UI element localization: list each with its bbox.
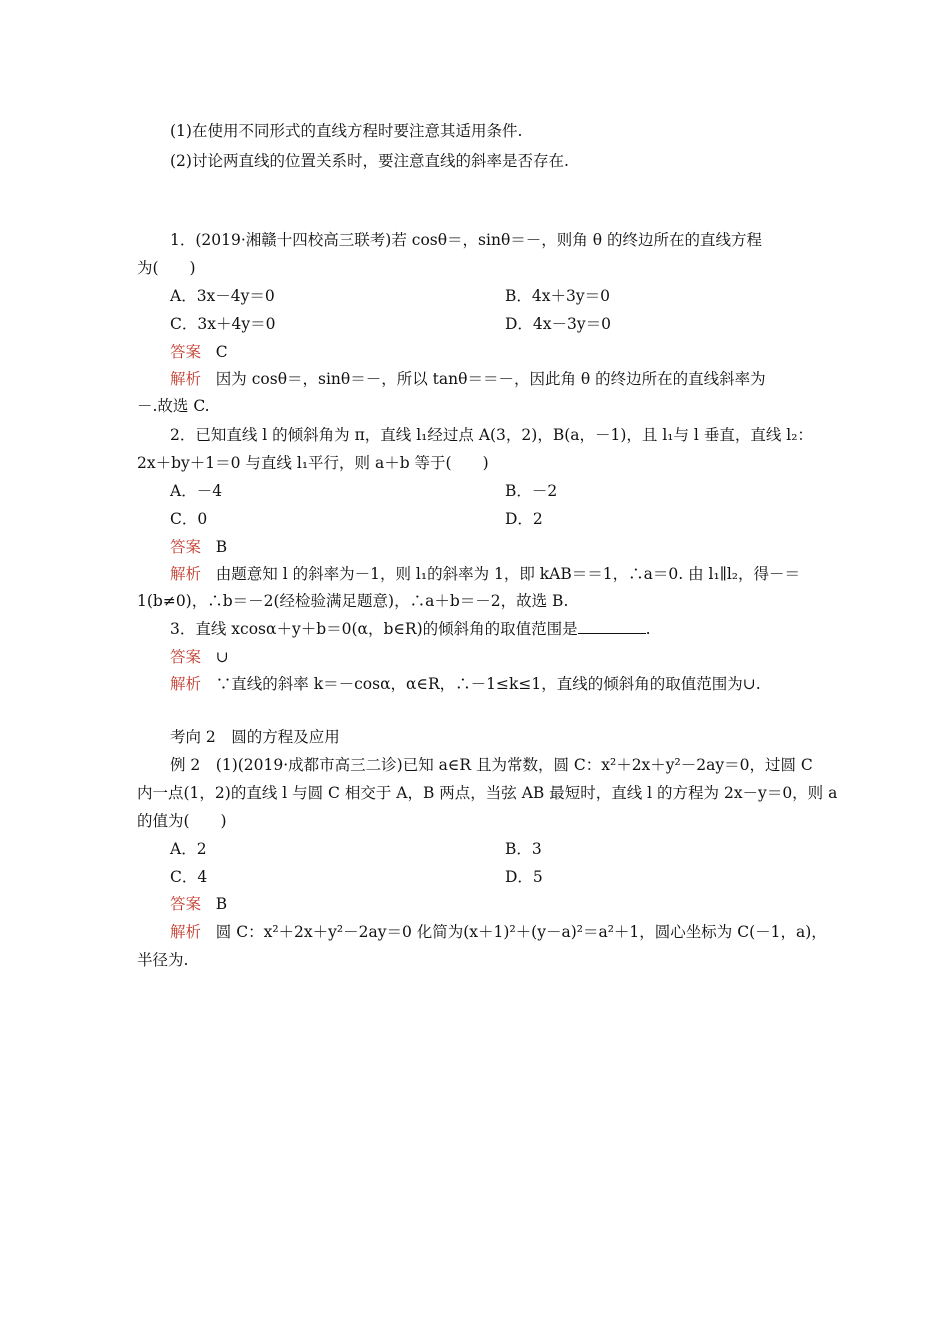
analysis-label: 解析	[170, 675, 202, 693]
q2-option-d: D．2	[505, 510, 543, 528]
ex2-stem-line1: 例 2 (1)(2019·成都市高三二诊)已知 a∈R 且为常数，圆 C：x²＋2x＋y²－2ay＝0，过圆 C	[170, 756, 813, 774]
answer-label: 答案	[170, 648, 202, 666]
q1-stem-line1: 1．(2019·湘赣十四校高三联考)若 cosθ＝，sinθ＝－，则角 θ 的终边所在的直线方程	[170, 231, 762, 249]
q3-stem	[170, 619, 651, 639]
ex2-answer: B	[215, 895, 228, 913]
q1-option-d: D．4x－3y＝0	[505, 315, 612, 333]
q1-answer-row	[170, 342, 228, 362]
ex2-stem-line3: 的值为( )	[137, 812, 227, 830]
answer-blank	[578, 619, 646, 634]
q1-answer: C	[215, 343, 228, 361]
q2-option-c: C．0	[170, 510, 208, 528]
q3-stem-text: 3．直线 xcosα＋y＋b＝0(α，b∈R)的倾斜角的取值范围是	[170, 620, 578, 638]
ex2-analysis-text1: 圆 C：x²＋2x＋y²－2ay＝0 化简为(x＋1)²＋(y－a)²＝a²＋1，圆心坐标为 C(－1，a)，	[215, 923, 827, 941]
answer-label: 答案	[170, 538, 202, 556]
note-1: (1)在使用不同形式的直线方程时要注意其适用条件.	[170, 122, 523, 140]
ex2-analysis-line2: 半径为.	[137, 951, 189, 969]
q2-answer-row	[170, 537, 227, 557]
note-2: (2)讨论两直线的位置关系时，要注意直线的斜率是否存在.	[170, 152, 569, 170]
ex2-answer-row	[170, 894, 227, 914]
analysis-label: 解析	[170, 565, 202, 583]
ex2-option-a: A．2	[170, 840, 207, 858]
q3-answer-row	[170, 647, 229, 667]
ex2-option-b: B．3	[505, 840, 542, 858]
q2-stem-line1: 2．已知直线 l 的倾斜角为 π，直线 l₁经过点 A(3，2)，B(a，－1)，且 l₁与 l 垂直，直线 l₂：	[170, 426, 813, 444]
q1-analysis-line2: －.故选 C.	[137, 397, 210, 415]
answer-label: 答案	[170, 895, 202, 913]
q2-option-b: B．－2	[505, 482, 558, 500]
answer-label: 答案	[170, 343, 202, 361]
q2-analysis-line1	[170, 564, 800, 584]
q1-option-b: B．4x＋3y＝0	[505, 287, 610, 305]
q3-stem-end: .	[645, 620, 651, 638]
q2-option-a: A．－4	[170, 482, 223, 500]
q1-stem-line2: 为( )	[137, 259, 196, 277]
q1-option-c: C．3x＋4y＝0	[170, 315, 276, 333]
section-heading: 考向 2 圆的方程及应用	[170, 728, 340, 746]
q1-analysis-line1	[170, 369, 766, 389]
q3-analysis-line1	[170, 674, 761, 694]
q2-answer: B	[215, 538, 228, 556]
q2-analysis-text1: 由题意知 l 的斜率为－1，则 l₁的斜率为 1，即 kAB＝＝1，∴a＝0. 由 l₁∥l₂，得－＝	[215, 565, 801, 583]
q1-option-a: A．3x－4y＝0	[170, 287, 275, 305]
q3-answer: ∪	[215, 648, 229, 666]
q2-analysis-line2: 1(b≠0)，∴b＝－2(经检验满足题意)，∴a＋b＝－2，故选 B.	[137, 592, 569, 610]
ex2-option-d: D．5	[505, 868, 543, 886]
ex2-option-c: C．4	[170, 868, 208, 886]
analysis-label: 解析	[170, 370, 202, 388]
ex2-stem-line2: 内一点(1，2)的直线 l 与圆 C 相交于 A，B 两点，当弦 AB 最短时，直线 l 的方程为 2x－y＝0，则 a	[137, 784, 838, 802]
ex2-analysis-line1	[170, 922, 827, 942]
analysis-label: 解析	[170, 923, 202, 941]
q2-stem-line2: 2x＋by＋1＝0 与直线 l₁平行，则 a＋b 等于( )	[137, 454, 489, 472]
q1-analysis-text1: 因为 cosθ＝，sinθ＝－，所以 tanθ＝＝－，因此角 θ 的终边所在的直线斜率为	[215, 370, 766, 388]
q3-analysis-text1: ∵直线的斜率 k＝－cosα，α∈R，∴－1≤k≤1，直线的倾斜角的取值范围为∪.	[215, 675, 761, 693]
